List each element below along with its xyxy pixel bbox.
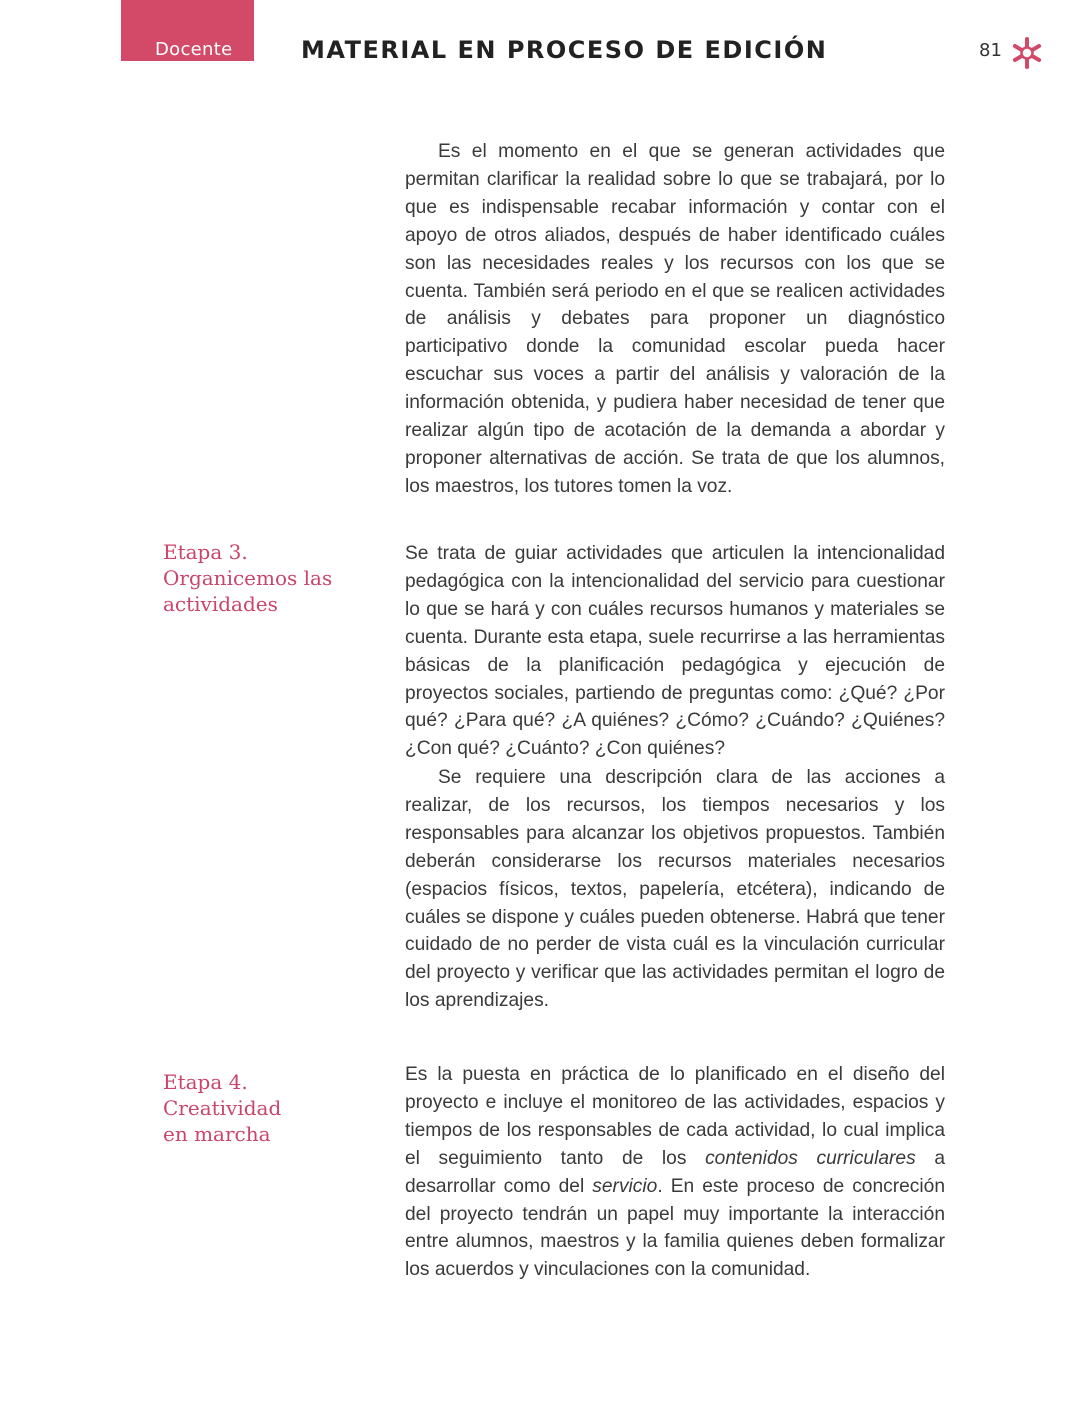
stage-4-heading [163, 1069, 373, 1147]
header-title: MATERIAL EN PROCESO DE EDICIÓN [301, 36, 828, 64]
pink-asterisk-icon [1010, 36, 1044, 70]
stage-4-text-1: Es la puesta en práctica de lo planificado en el diseño del proyecto e incluye el monitoreo de las actividades, espacios y tiempos de los responsables de cada actividad, lo cual implica el seguimiento tanto de los [405, 1064, 945, 1169]
stage-4-heading-line-3: en marcha [163, 1122, 271, 1146]
stage-3-heading-line-3: actividades [163, 592, 278, 616]
docente-tab [121, 0, 254, 61]
stage-3-paragraph-1: Se trata de guiar actividades que articulen la intencionalidad pedagógica con la intencionalidad del servicio para cuestionar lo que se hará y con cuáles recursos humanos y materiales se cuenta. Durante esta etapa, suele recurrirse a las herramientas básicas de la planificación pedagógica y ejecución de proyectos sociales, partiendo de preguntas como: ¿Qué? ¿Por qué? ¿Para qué? ¿A quiénes? ¿Cómo? ¿Cuándo? ¿Quiénes? ¿Con qué? ¿Cuánto? ¿Con quiénes? [405, 543, 945, 760]
stage-3-heading [163, 539, 373, 617]
stage-4-paragraph [405, 1061, 945, 1284]
stage-3-heading-line-2: Organicemos las [163, 566, 333, 590]
page-number: 81 [979, 40, 1002, 61]
stage-4-italic-servicio: servicio [592, 1175, 658, 1197]
stage-4-italic-curricular: contenidos curriculares [705, 1147, 916, 1169]
stage-4-text-3: . En este proceso de concreción del proyecto tendrán un papel muy importante la interacción entre alumnos, maestros y la familia quienes deben formalizar los acuerdos y vinculaciones con la comunidad. [405, 1175, 945, 1281]
docente-tab-label: Docente [155, 39, 233, 60]
stage-4-heading-line-1: Etapa 4. [163, 1070, 248, 1094]
stage-3-paragraph-2: Se requiere una descripción clara de las acciones a realizar, de los recursos, los tiempos necesarios y los responsables para alcanzar los objetivos propuestos. También deberán considerarse los recursos materiales necesarios (espacios físicos, textos, papelería, etcétera), indicando de cuáles se dispone y cuáles pueden obtenerse. Habrá que tener cuidado de no perder de vista cuál es la vinculación curricular del proyecto y verificar que las actividades permitan el logro de los aprendizajes. [405, 767, 945, 1012]
stage-4-heading-line-2: Creatividad [163, 1096, 282, 1120]
intro-paragraph: Es el momento en el que se generan actividades que permitan clarificar la realidad sobre lo que se trabajará, por lo que es indispensable recabar información y contar con el apoyo de otros aliados, después de haber identificado cuáles son las necesidades reales y los recursos con los que se cuenta. También será periodo en el que se realicen actividades de análisis y debates para proponer un diagnóstico participativo donde la comunidad escolar pueda hacer escuchar sus voces a partir del análisis y valoración de la información obtenida, y pudiera haber necesidad de tener que realizar algún tipo de acotación de la demanda a abordar y proponer alternativas de acción. Se trata de que los alumnos, los maestros, los tutores tomen la voz. [405, 141, 945, 497]
stage-4-text-2: a desarrollar como del [405, 1147, 945, 1197]
stage-3-heading-line-1: Etapa 3. [163, 540, 248, 564]
